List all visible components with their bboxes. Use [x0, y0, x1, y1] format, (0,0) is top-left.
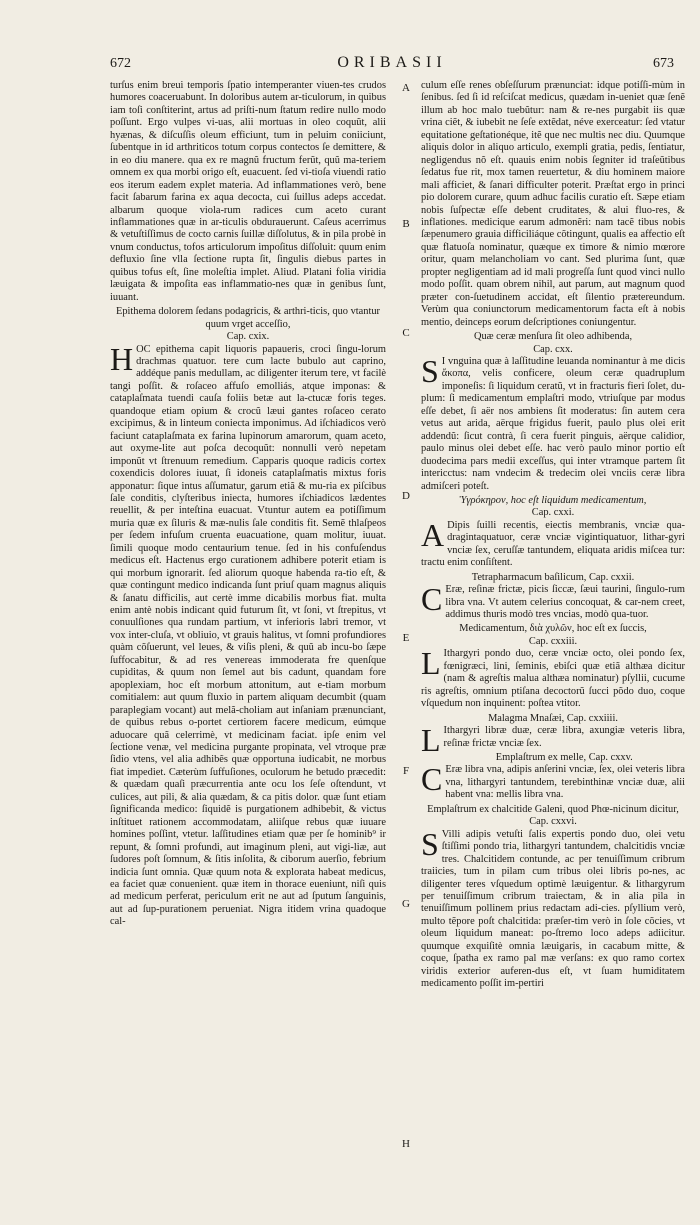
margin-letter: D [402, 490, 410, 502]
chapter-body [421, 761, 685, 801]
chapter-body [421, 581, 685, 621]
chapter-body [110, 340, 386, 929]
margin-letter: H [402, 1138, 410, 1150]
margin-letter: F [402, 765, 410, 777]
margin-letter: B [402, 218, 410, 230]
chapter-number: Cap. cxxi. [531, 507, 575, 519]
chapter-heading: Quæ ceræ menſura ſit oleo adhibenda, [473, 331, 633, 343]
running-title: ORIBASII [337, 54, 447, 71]
margin-letter: A [402, 82, 410, 94]
chapter-heading: Emplaſtrum ex melle, Cap. cxxv. [495, 752, 633, 764]
right-page-number: 673 [653, 56, 674, 71]
drop-cap: S [421, 825, 439, 862]
body-paragraph: turſus enim breui temporis ſpatio intemperanter viuen-tes crudos humores coaceruabunt. In doloribus autem ar-ticulorum, in quibus iam toſi conſtiterint, artus ad priſti-num ſtatum redire nullo modo poſſunt. Ergo vulpes vi-uas, alii mortuas in oleo coquũt, alii hyænas, & diſcuſſis oleum efficiunt, tum in peluim coniiciunt, ſubentque in id arthriticos totum corpus contectos ſe demittere, & in eo diu manere. qua ex re magnũ fructum ferũt, quũ ma-teriem omnem ex qua morbi origo eſt, euacuent. ſed vi-tioſa viuendi ratio eos iterum eadem explet materia. Ad inflammationes verò, bene facit ſabarum farina ex aqua decocta, cui ſuillus adeps accedat. albarum quoque viola-rum radices cum aceto curant inflammationes quæ in ar-ticulis obdurauerunt. Caſeus acerrimus & vetuſtiſſimus de cocto carnis ſuillæ diſſolutus, & in pila probè in vnum conductus, tofos articulorum impoſitus diſſoluit: quum enim defluxio ſine vlla ſectione rupta ſit, ſingulis diebus partes in quibus tofus eſt, ſine moleſtia implet. Aliud. Platani folia viridia læuigata & impoſita eas inflammatio-nes quæ in genibus ſunt, iuuant. [110, 80, 386, 303]
chapter-number: Cap. cxxiii. [528, 635, 578, 647]
chapter-text: Dipis ſuilli recentis, eiectis membranis, vnciæ qua-dragintaquatuor, ceræ vnciæ vigintiquatuor, lithar-gyri vnciæ ſex, ceruſſæ tantundem, eliquata aridis miſcea tur: tractu enim conſiſtent. [421, 519, 685, 569]
margin-letter: C [402, 327, 410, 339]
drop-cap: S [421, 352, 439, 389]
chapter-heading: Tetrapharmacum baſilicum, Cap. cxxii. [471, 571, 635, 583]
drop-cap: H [110, 340, 134, 377]
chapter-body [421, 516, 685, 570]
chapter-text: Eræ libra vna, adipis anſerini vnciæ, ſex, olei veteris libra vna, lithargyri tantundem, terebinthinæ vnciæ duæ, alii habent vna: mellis libra vna. [445, 764, 685, 801]
chapter-heading: Medicamentum, διὰ χυλῶν, hoc eſt ex ſuccis, [459, 623, 647, 635]
right-text-column [421, 80, 685, 991]
margin-section-letters [396, 80, 416, 1180]
drop-cap: C [421, 581, 443, 618]
margin-letter: G [402, 898, 410, 910]
chapter-heading: Epithema dolorem ſedans podagricis, & arthri-ticis, quo vtantur quum vrget acceſſio, [115, 306, 381, 330]
chapter-text: OC epithema capit liquoris papaueris, croci ſingu-lorum drachmas quatuor. tere cum lacte bubulo aut caprino, addéque panis medullam, ac diligenter iterum tere, vt facilè tangi poſſit. & roſaceo affuſo emolliás, atque imponas: & cataplaſmata tuendi cauſa foliis betæ aut la-ctucæ foris teges. quandoque etiam opium & crocũ læui gantes roſaceo cerato excipimus, & in linteum coniecta imponimus. Ad iſchiadicos verò faciunt cataplaſmata ex farina lupinorum amarorum, quam aceto, aut oxyme-lite aut poſca decoquũt: nonnulli verò nepetam imponũt vt ſtrenuum remedium. Capparis quoque radicis cortex coxendicis dolores iuuat, ſi idoneis cataplaſmatis mixtus foris apponatur: ſique intus aſſumatur, garum etiã & mu-ria ex piſcibus ſale conditis, clyſteribus iniecta, humores iſchiadicos lædentes reuellit, & per inteſtina euacuat. Vtuntur autem ea potiſſimum muria quæ ex ſiluris & mæ-nulis ſale conditis fit. Semẽ thlaſpeos per ſedem infuſum cruenta euacuatione, quam molitur, iuuat. ſimili quoque modo centaurium tenue. ſed in his confuſendus medicus eſt. Hactenus ergo curationem adhibere poterit etiam is qui morbum ignorarit. ſed aliorum quoque habenda ra-tio eſt, & quæ contingunt medico indicanda ſunt priuſ quam magnus aliquis & ſanatu difficilis, aut certè imme dicabilis morbus fiat. multa enim antè nobis indicant quid futurum ſit, vt ſoni, vt ſtrepitus, vt conuulſiones qua rundam partium, vt inferioris labri tremor, vt vox inter-cluſa, vt obliuio, vt grauis halitus, vt ſomni profundiores quàm cõſuerunt, vel leues, & viſis pleni, & quũ ab incu-bo ſæpe ſuffocabitur, & ad res venereas immoderata fre quenſque cupiditas, & quum non ſemel aut bis cadunt, quandam fore apoplexiam, hoc eſt morbum attonitum, aut e-tiam morbum comitialem: aut quum fluxio in partem aliquam decumbit (quam paraplegiam vocant) aut melã-choliam aut inſaniam prænunciant, de quibus rebus o-portet certiorem facere medicum, eúmque aduocare quã celerrimè, vt medicinam faciat. ipſe enim vel ſectione venæ, vel medicina purgante propinata, vel vtroque præ ſidio vtens, vel alia adhibẽs quæ opportuna iudicabit, ne morbus fiat impediet. Cæterùm ſuffuſiones, oculorum he betudo præcedit: & quædam quaſi præcurrentia ante ocu los ſeſe oſtendunt, vt culices, aut pili, & alia quædam, & ca pitis dolor. quæ ſunt etiam ſignificanda medico: ſiquidẽ is purgationem adhibebit, & victus inſtituet rationem accommodatam, aliiſque rebus quæ iuuare homines poſſint, vtetur. laſſitudines etiam quæ per ſe hominib⁹ ir repunt, & ſomni profundi, aut imaginum pleni, aut vigi-liæ, aut ſudores poſt ſomnum, & ſitis inſolita, & ciborum auerſio, febrium indicia ſunt omnia. Quæ quum nota & explorata habeat medicus, ea faciet quæ conuenient. quæ item in thorace eueniunt, niſi quis ad medicum perferat, periculum erit ne aut ad ſputum ſanguinis, aut ad ſup-purationem perueniat. Nigra itidem vrina quadoque cal- [110, 343, 386, 928]
chapter-body [421, 352, 685, 493]
left-page-number: 672 [110, 56, 131, 71]
drop-cap: L [421, 645, 441, 682]
chapter-heading: Malagma Mnaſæi, Cap. cxxiiii. [488, 712, 618, 724]
drop-cap: L [421, 722, 441, 759]
drop-cap: C [421, 761, 443, 798]
chapter-number: Cap. cxix. [226, 331, 270, 343]
drop-cap: A [421, 516, 445, 553]
chapter-text: I vnguina quæ à laſſitudine leuanda nominantur à me dicis ἄκοπα, velis conficere, oleum ceræ quadruplum imponeſis: ſi liquidum ceratũ, vt in fracturis fieri ſolet, du-plum: ſi medicamentum emplaſtri modo, vtriuſque par modus eſſe debet, ſi aër nos ambiens ſit moderatus: ſin autem cera vetus aut arida, aërque frigidus fuerit, paulo plus olei erit addendũ: ſicut contrà, ſi cera fuerit pinguis, aërque calidior, paulo minus olei debet eſſe. hac verò paulo minor portio eſt duodecima pars medii exceſſus, qui inter vtramque partem ſit intericctus: nam vndecim & tredecim olei vnciis ceræ libra admiſceri poteſt. [421, 355, 685, 492]
body-paragraph: culum eſſe renes obſeſſurum prænunciat: idque potiſſi-mùm in ſenibus. ſed ſi id reſciſcat medicus, quædam in-ueniet quæ ſenẽ illum ab hoc malo tuebũtur: nam & re-nes purgabit iis quæ vrina ciẽt, & iubebit ne ſeſe extẽdat, néve exerceatur: ſed vtatur equitatione geſtationéque, itẽ que nec multis nec diu. Quumque aliquis dolor in aliquo articulo, exempli gratia, pedis, ſentiatur, negligendus nõ eſt. quauis enim nobis ſegniter id traſeũtibus ſedatus fue rit, mox tamen reuertetur, & diu hominem maiore mali afficiet, & ſanari difficulter poterit. Præſtat ergo in princi pio dolorem curare, quum adhuc facilis curatio eſt. Sæpe etiam nobis ſuſpectæ eſſe debent cruditates, & alui fluo-res, & inflationes. medicique earum admonẽri: nam tacẽ tibus nobis ſæpenumero grauia difficiliáque cõtingunt, qualis ea affectio eſt quæ flatuoſa nominatur, quæque ex timore & nimio mœrore oritur, quam melancholiam vo cant. Sed plurima ſunt, quæ propter negligentiam ad id mali progreſſa ſunt quod vinci nullo modo poſſit. quam obrem nihil, aut parum, aut magnum quod præter con-ſuetudinem accidat, eſt ſilentio prætereundum. Verùm qua coniunctorum medicamentorum facta eſt à nobis mentio, deinceps eorum deſcriptiones coniungentur. [421, 80, 685, 328]
page-header [110, 56, 674, 80]
chapter-text: Eræ, reſinæ frictæ, picis ſiccæ, ſæui taurini, ſingulo-rum libra vna. Vt autem celerius concoquat, & car-nem creet, addimus thuris modò tres vncias, modò qua-tuor. [445, 584, 685, 621]
chapter-number: Cap. cxx. [533, 343, 573, 355]
chapter-number: Cap. cxxvi. [529, 816, 577, 828]
chapter-body [421, 825, 685, 991]
chapter-body [421, 645, 685, 710]
chapter-heading: Emplaſtrum ex chalcitide Galeni, quod Phœ-nicinum dicitur, [427, 803, 679, 815]
chapter-text: Ithargyri libræ duæ, ceræ libra, axungiæ veteris libra, reſinæ frictæ vnciæ ſex. [443, 725, 685, 749]
chapter-text: Ithargyri pondo duo, ceræ vnciæ octo, olei pondo ſex, fœnigræci, lini, ſeminis, ebiſci quæ etiã althæa dicitur (nam & agreſtis malua althæa nominatur) pſyllii, cucume ris agreſtis, omnium ptiſana decoctorũ ſucci põdo duo, coque vſquedum non inquinent: poſtea vtitor. [421, 648, 685, 710]
margin-letter: E [402, 632, 410, 644]
chapter-heading: Ὑγρόκηρον, hoc eſt liquidum medicamentum, [459, 494, 647, 506]
left-text-column [110, 80, 386, 929]
chapter-text: Villi adipis vetuſti ſalis expertis pondo duo, olei vetu ſtiſſimi pondo tria, lithargyri tantundem, chalcitidis vnciæ tres. Chalcitidem contunde, ac per tenuiſſimum cribrum traiicies, tum in pilam cum tribus olei libris po-nes, ac diligenter teres vſquedum optimè læuigentur. & lithargyrum per tenuiſſimum cribrum traiectam, & in alia pila in tenuiſſimum pollinem prius redactam adi-cies. pſyllium verò, multo tẽpore poſt chalcitida: præſer-tim verò in ſole cõcies, vt oleum liquidum maneat: po-ſtremo loco adeps adiicitur. quumque exquiſitè omnia læuigaris, in cacabum mitte, & coque, ſpatha ex ramo pal mæ verſans: ex quo ramo cortex viridis exterior auferen-dus eſt, vt ſuam humiditatem medicamento poſſit im-pertiri [421, 828, 685, 990]
